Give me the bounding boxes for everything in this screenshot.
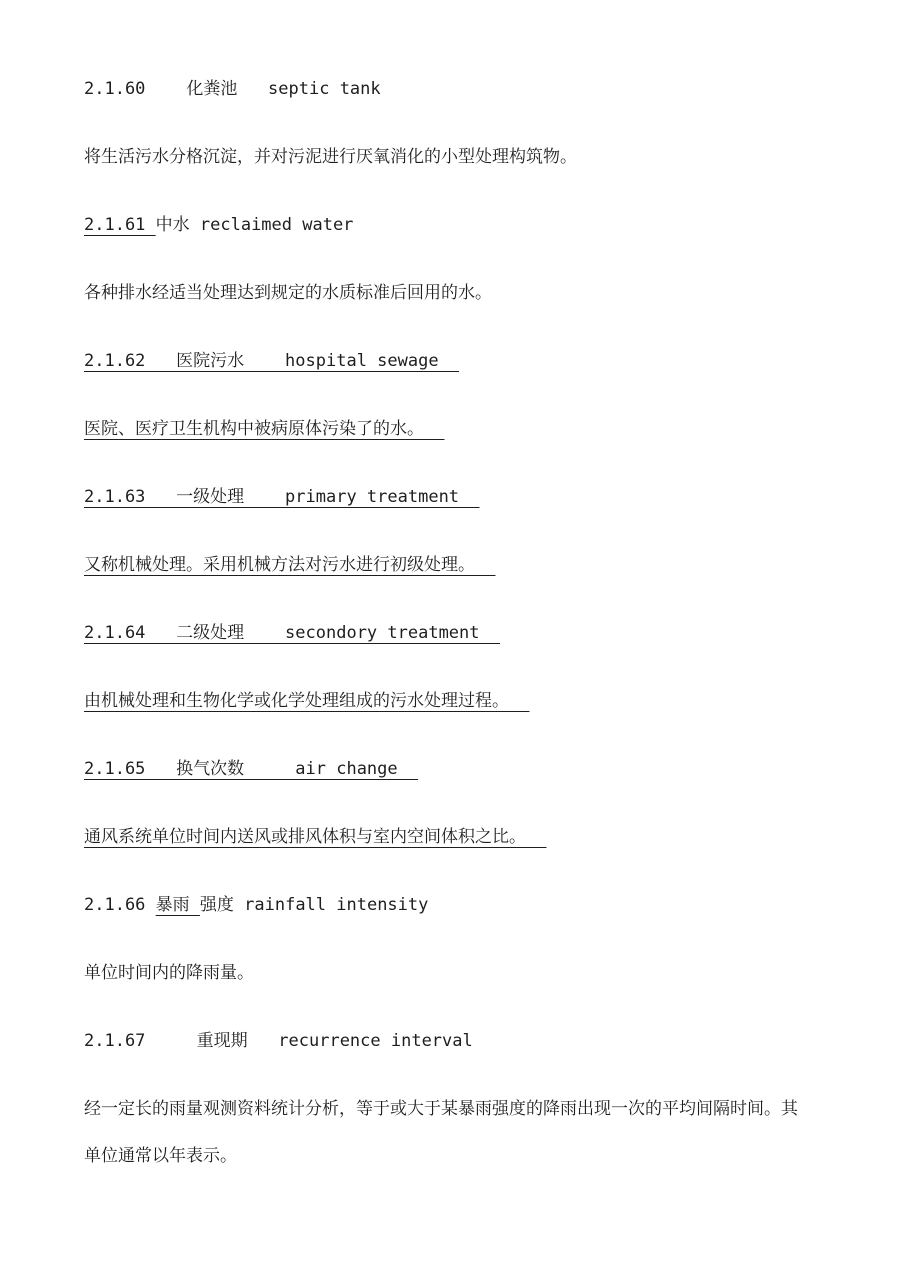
term-heading: [84, 746, 800, 793]
term-definition: [84, 134, 800, 181]
heading-text: 中水 reclaimed water: [155, 215, 354, 235]
term-definition: [84, 542, 800, 589]
heading-text: 2.1.67 重现期 recurrence interval: [84, 1031, 473, 1051]
heading-text-underlined: 2.1.63 一级处理 primary treatment: [84, 487, 480, 507]
term-heading: [84, 1018, 800, 1065]
term-definition: [84, 814, 800, 861]
term-heading: [84, 202, 800, 249]
term-heading: [84, 610, 800, 657]
heading-number: 2.1.66: [84, 895, 156, 915]
definition-text-underlined: 由机械处理和生物化学或化学处理组成的污水处理过程。: [84, 691, 530, 711]
term-heading: [84, 882, 800, 929]
heading-text-underlined: 2.1.62 医院污水 hospital sewage: [84, 351, 460, 371]
term-entry-2-1-64: [84, 610, 800, 725]
term-heading: [84, 474, 800, 521]
term-entry-2-1-61: [84, 202, 800, 317]
heading-text: 强度 rainfall intensity: [199, 895, 429, 915]
definition-text-underlined: 又称机械处理。采用机械方法对污水进行初级处理。: [84, 555, 496, 575]
term-definition: [84, 678, 800, 725]
heading-term-underlined: 暴雨: [155, 895, 200, 915]
term-definition: [84, 406, 800, 453]
heading-text: 2.1.60 化粪池 septic tank: [84, 79, 381, 99]
term-entry-2-1-60: [84, 66, 800, 181]
term-entry-2-1-63: [84, 474, 800, 589]
definition-text: 各种排水经适当处理达到规定的水质标准后回用的水。: [84, 283, 492, 303]
definition-text-underlined: 医院、医疗卫生机构中被病原体污染了的水。: [84, 419, 445, 439]
term-definition: [84, 1086, 800, 1180]
term-entry-2-1-67: [84, 1018, 800, 1180]
term-heading: [84, 338, 800, 385]
heading-text-underlined: 2.1.64 二级处理 secondory treatment: [84, 623, 500, 643]
definition-text: 将生活污水分格沉淀，并对污泥进行厌氧消化的小型处理构筑物。: [84, 147, 577, 167]
heading-text-underlined: 2.1.65 换气次数 air change: [84, 759, 419, 779]
term-definition: [84, 950, 800, 997]
term-definition: [84, 270, 800, 317]
definition-text: 单位时间内的降雨量。: [84, 963, 254, 983]
definition-text: 经一定长的雨量观测资料统计分析，等于或大于某暴雨强度的降雨出现一次的平均间隔时间。其单位通常以年表示。: [84, 1099, 798, 1166]
definition-text-underlined: 通风系统单位时间内送风或排风体积与室内空间体积之比。: [84, 827, 547, 847]
term-heading: [84, 66, 800, 113]
heading-number-underlined: 2.1.61: [84, 215, 156, 235]
term-entry-2-1-66: [84, 882, 800, 997]
term-entry-2-1-65: [84, 746, 800, 861]
term-entry-2-1-62: [84, 338, 800, 453]
glossary-document: [84, 66, 800, 1180]
